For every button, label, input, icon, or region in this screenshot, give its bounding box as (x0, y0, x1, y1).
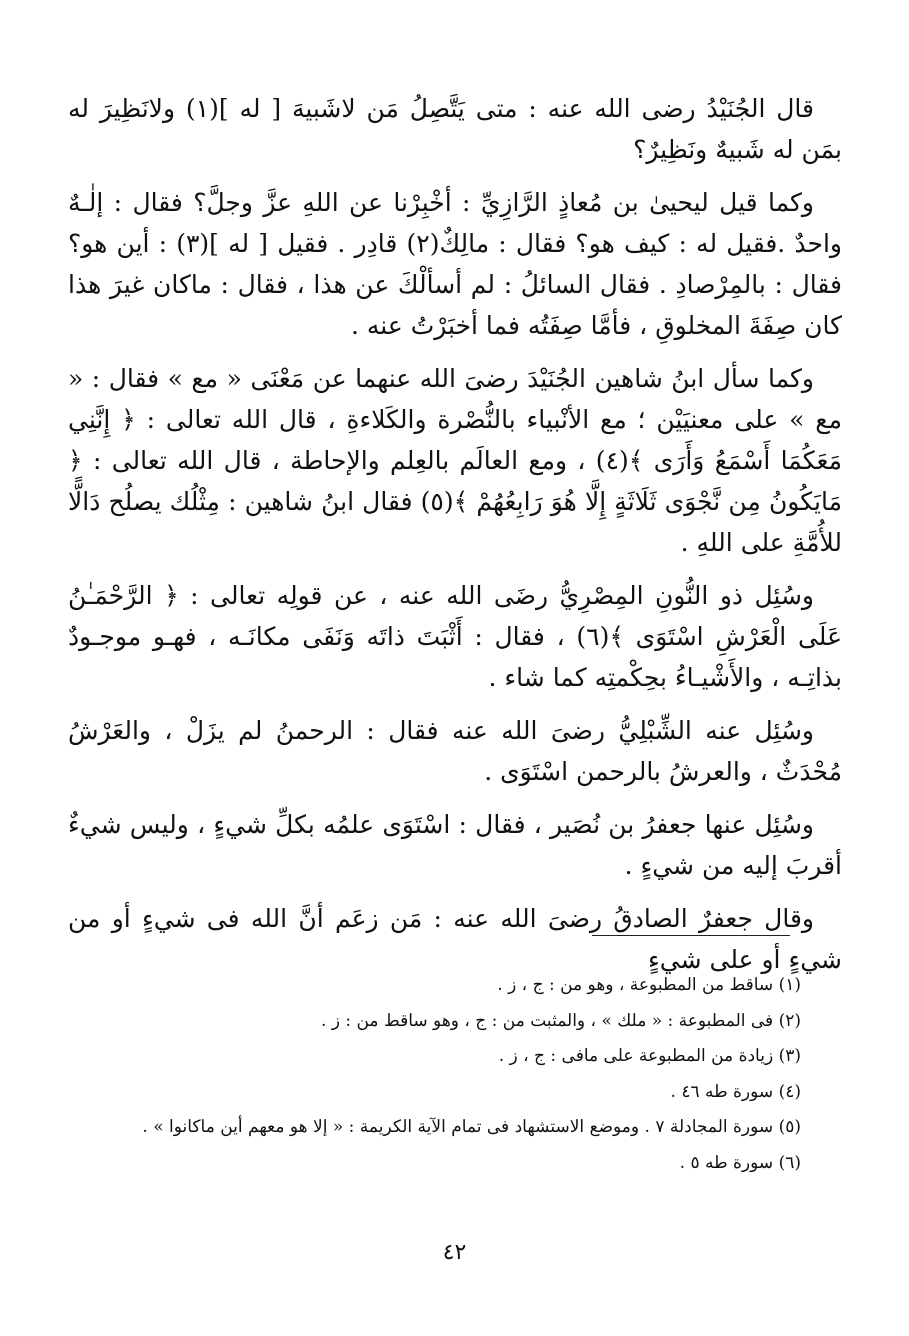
paragraph-6: وسُئِل عنها جعفرُ بن نُصَير ، فقال : اسْتَوَى علمُه بكلِّ شيءٍ ، وليس شيءٌ أقربَ إليه من شيءٍ . (68, 810, 842, 880)
footnote-6: (٦) سورة طه ٥ . (679, 1152, 801, 1173)
footnote-separator (592, 935, 790, 936)
footnote-1: (١) ساقط من المطبوعة ، وهو من : ج ، ز . (497, 975, 801, 995)
footnote-4: (٤) سورة طه ٤٦ . (670, 1081, 801, 1102)
paragraph-2: وكما قيل ليحيىٰ بن مُعاذٍ الرَّازِيِّ : أخْبِرْنا عن اللهِ عزَّ وجلَّ؟ فقال : إلٰـهٌ واحدٌ .فقيل له : كيف هو؟ فقال : مالِكٌ(٢) قادِر . فقيل [ له ](٣) : أين هو؟ فقال : بالمِرْصادِ . فقال السائلُ : لم أسألْكَ عن هذا ، فقال : ماكان غيرَ هذا كان صِفَةَ المخلوقِ ، فأمَّا صِفَتُه فما أخبَرْتُ عنه . (68, 188, 843, 340)
paragraph-5: وسُئِل عنه الشِّبْلِيُّ رضىَ الله عنه فقال : الرحمنُ لم يزَلْ ، والعَرْشُ مُحْدَثٌ ، والعرشُ بالرحمن اسْتَوَى . (68, 716, 842, 786)
page-number: ٤٢ (442, 1240, 467, 1265)
paragraph-7: وقال جعفرٌ الصادقُ رضىَ الله عنه : مَن زعَم أنَّ الله فى شيءٍ أو من شيءٍ أو على شيءٍ (68, 904, 842, 974)
footnotes (101, 968, 801, 1181)
paragraph-3: وكما سأل ابنُ شاهين الجُنَيْدَ رضىَ الله عنهما عن مَعْنَى « مع » فقال : « مع » على معنيَيْن ؛ مع الأنْبياء بالنُّصْرة والكَلاءةِ ، قال الله تعالى : ﴿ إِنَّنِي مَعَكُمَا أَسْمَعُ وَأَرَى ﴾(٤) ، ومع العالَم بالعِلم والإحاطة ، قال الله تعالى : ﴿ مَايَكُونُ مِن نَّجْوَى ثَلَاثَةٍ إِلَّا هُوَ رَابِعُهُمْ ﴾(٥) فقال ابنُ شاهين : مِثْلُك يصلُح دَالًّا للأُمَّةِ على اللهِ . (68, 364, 842, 557)
footnote-3: (٣) زيادة من المطبوعة على مافى : ج ، ز . (498, 1046, 801, 1066)
footnote-5: (٥) سورة المجادلة ٧ . وموضع الاستشهاد فى تمام الآية الكريمة : « إلا هو معهم أين ماكانوا » . (142, 1117, 801, 1137)
paragraph-1: قال الجُنَيْدُ رضى الله عنه : متى يَتَّصِلُ مَن لاشَبيهَ [ له ](١) ولانَظِيرَ له بمَن له شَبيهٌ ونَظِيرٌ؟ (68, 94, 842, 164)
footnote-2: (٢) فى المطبوعة : « ملك » ، والمثبت من : ج ، وهو ساقط من : ز . (320, 1010, 801, 1031)
paragraph-4: وسُئِل ذو النُّونِ المِصْرِيُّ رضَى الله عنه ، عن قولِه تعالى : ﴿ الرَّحْمَـٰنُ عَلَى الْعَرْشِ اسْتَوَى ﴾(٦) ، فقال : أَثْبَتَ ذاتَه وَنَفَى مكانَـه ، فهـو موجـودٌ بذاتِـه ، والأَشْيـاءُ بحِكْمتِه كما شاء . (68, 581, 842, 692)
main-text (68, 88, 842, 992)
